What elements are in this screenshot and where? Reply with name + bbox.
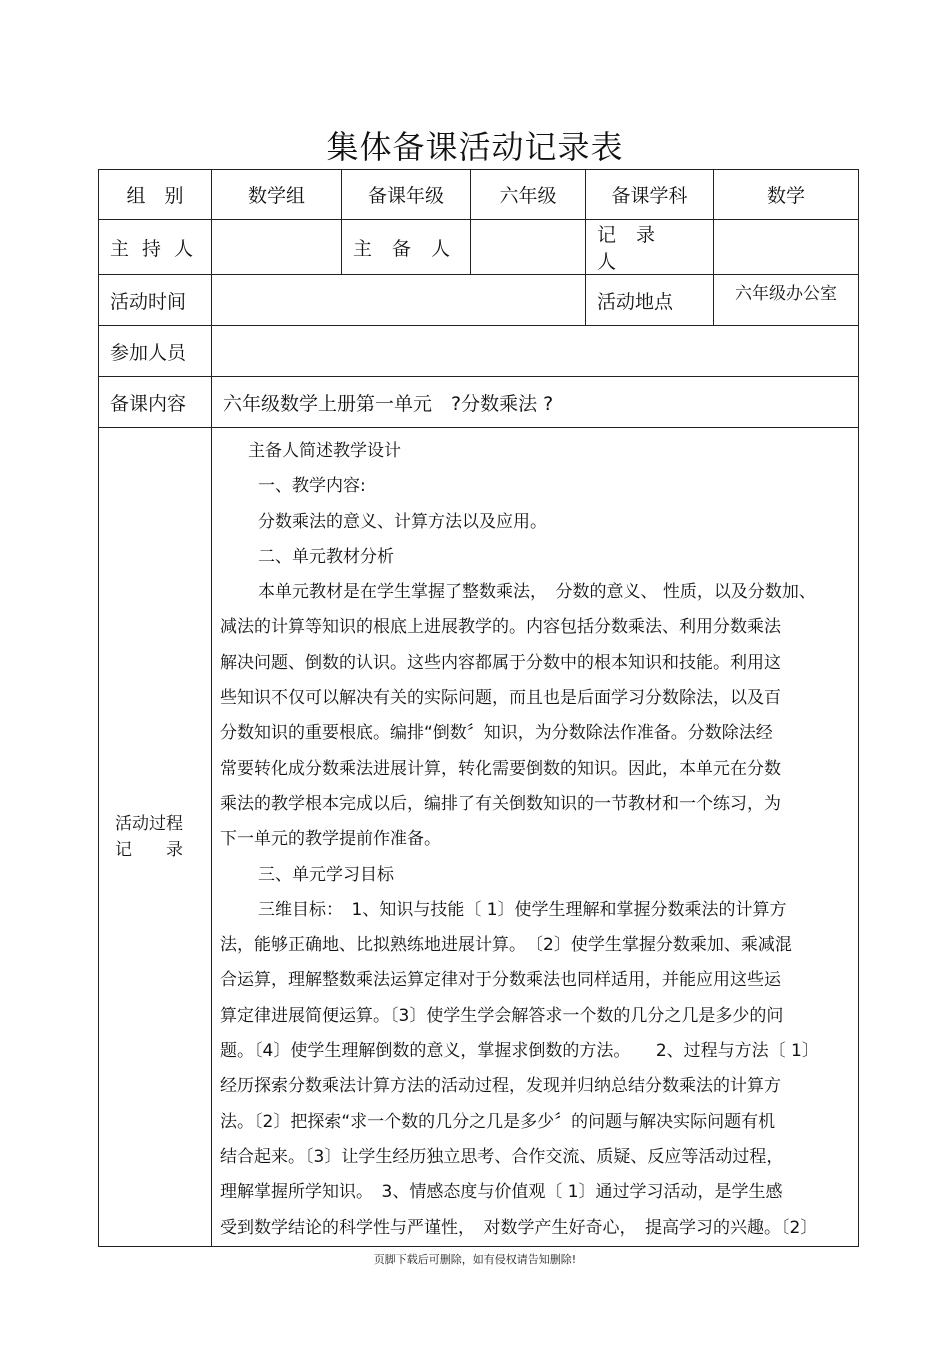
host-label: 主持人 (99, 220, 212, 275)
process-line: 结合起来。〔3〕让学生经历独立思考、合作交流、质疑、反应等活动过程， (220, 1146, 784, 1167)
process-line: 主备人简述教学设计 (248, 441, 401, 461)
row-content (99, 377, 859, 428)
group-label: 组 别 (99, 170, 212, 220)
record-table (98, 169, 859, 1247)
row-process (99, 428, 859, 1247)
lead-label: 主备人 (342, 220, 471, 275)
process-line: 理解掌握所学知识。 3、情感态度与价值观〔 1〕通过学习活动，是学生感 (220, 1182, 783, 1203)
recorder-value (714, 220, 859, 275)
host-value (212, 220, 342, 275)
process-line: 解决问题、倒数的认识。这些内容都属于分数中的根本知识和技能。利用这 (220, 652, 781, 673)
process-label-line2: 记 录 (115, 839, 183, 860)
process-line: 合运算，理解整数乘法运算定律对于分数乘法也同样适用，并能应用这些运 (220, 970, 781, 991)
row-people (99, 220, 859, 275)
process-label-line1: 活动过程 (115, 813, 183, 834)
process-line: 二、单元教材分析 (258, 546, 394, 567)
lead-value (471, 220, 586, 275)
recorder-label: 记录人 (586, 220, 714, 275)
process-label (99, 428, 212, 1247)
place-value: 六年级办公室 (714, 275, 859, 326)
process-line: 三、单元学习目标 (258, 864, 394, 885)
row-participants (99, 326, 859, 377)
place-label: 活动地点 (586, 275, 714, 326)
content-label: 备课内容 (99, 377, 212, 428)
process-line: 法。〔2〕把探索“求一个数的几分之几是多少〞的问题与解决实际问题有机 (220, 1111, 776, 1132)
subject-label: 备课学科 (586, 170, 714, 220)
participants-value (212, 326, 859, 377)
row-group (99, 170, 859, 220)
process-line: 本单元教材是在学生掌握了整数乘法， 分数的意义、 性质，以及分数加、 (258, 582, 816, 603)
page-footer: 页脚下载后可删除，如有侵权请告知删除! (373, 1253, 577, 1266)
process-body (212, 428, 859, 1247)
process-line: 三维目标： 1、知识与技能〔 1〕使学生理解和掌握分数乘法的计算方 (258, 899, 787, 920)
process-line: 一、教学内容: (258, 476, 366, 497)
process-line: 受到数学结论的科学性与严谨性， 对数学产生好奇心， 提高学习的兴趣。〔2〕 (220, 1217, 818, 1238)
process-line: 题。〔4〕使学生理解倒数的意义，掌握求倒数的方法。 2、过程与方法〔 1〕 (220, 1041, 819, 1062)
process-line: 经历探索分数乘法计算方法的活动过程，发现并归纳总结分数乘法的计算方 (220, 1076, 781, 1097)
process-line: 分数知识的重要根底。编排“倒数〞知识，为分数除法作准备。分数除法经 (220, 723, 773, 744)
process-line: 法，能够正确地、比拟熟练地进展计算。 〔2〕使学生掌握分数乘加、乘减混 (220, 935, 792, 956)
process-line: 常要转化成分数乘法进展计算，转化需要倒数的知识。因此，本单元在分数 (220, 758, 781, 779)
process-line: 算定律进展简便运算。〔3〕使学生学会解答求一个数的几分之几是多少的问 (220, 1005, 784, 1026)
process-line: 减法的计算等知识的根底上进展教学的。内容包括分数乘法、利用分数乘法 (220, 617, 781, 638)
process-line: 分数乘法的意义、计算方法以及应用。 (258, 511, 547, 532)
group-value: 数学组 (212, 170, 342, 220)
content-value: 六年级数学上册第一单元 ?分数乘法 ? (212, 377, 859, 428)
page-title: 集体备课活动记录表 (326, 128, 624, 166)
process-line: 些知识不仅可以解决有关的实际问题，而且也是后面学习分数除法，以及百 (220, 688, 781, 709)
row-time-place (99, 275, 859, 326)
process-line: 下一单元的教学提前作准备。 (220, 829, 441, 850)
participants-label: 参加人员 (99, 326, 212, 377)
time-value (212, 275, 586, 326)
subject-value: 数学 (714, 170, 859, 220)
grade-label: 备课年级 (342, 170, 471, 220)
grade-value: 六年级 (471, 170, 586, 220)
time-label: 活动时间 (99, 275, 212, 326)
process-line: 乘法的教学根本完成以后，编排了有关倒数知识的一节教材和一个练习，为 (220, 793, 781, 814)
